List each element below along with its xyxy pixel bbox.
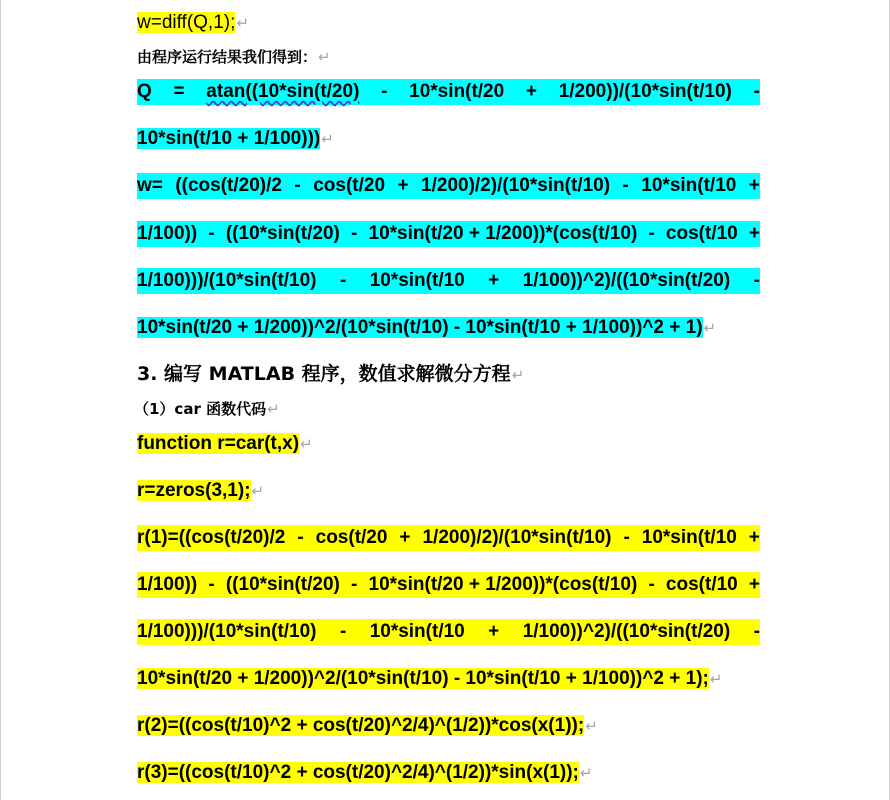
line-text: 10*sin(t/20 + 1/200))^2/(10*sin(t/10) - 10*sin(t/10 + 1/100))^2 + 1); (137, 668, 709, 689)
paragraph-mark-icon: ↵ (585, 718, 598, 735)
paragraph-mark-icon: ↵ (251, 483, 265, 500)
token: cos(t/20 (315, 527, 388, 548)
line-text: r=zeros(3,1); (137, 480, 251, 501)
token: 1/100))^2)/((10*sin(t/20) (522, 270, 731, 291)
token: - (297, 527, 304, 548)
paragraph-mark-icon: ↵ (321, 131, 334, 148)
token: - (623, 527, 630, 548)
r1-expression-line-4 (137, 666, 722, 692)
w-expression-line-2 (137, 221, 760, 247)
line-text: 由程序运行结果我们得到： (137, 48, 318, 66)
token: - (648, 574, 655, 595)
token: - (381, 81, 388, 102)
token: + (748, 175, 760, 196)
paragraph-mark-icon: ↵ (236, 15, 249, 32)
token: 1/100)) (137, 223, 198, 244)
token: + (488, 621, 500, 642)
token: 1/200)/2)/(10*sin(t/10) (421, 175, 611, 196)
page-left-edge (0, 0, 1, 800)
line-text: 3. 编写 MATLAB 程序，数值求解微分方程 (137, 363, 511, 385)
token: - (351, 574, 358, 595)
r3-expression-line (137, 760, 592, 786)
token: ((10*sin(t/20) (225, 223, 340, 244)
token: - (753, 621, 760, 642)
paragraph-mark-icon: ↵ (267, 400, 280, 418)
zeros-line (137, 478, 264, 504)
token: - (339, 270, 347, 291)
subsection-heading (134, 396, 280, 422)
token: + (525, 81, 537, 102)
line-text: （1）car 函数代码 (134, 400, 267, 418)
token: 1/200))/(10*sin(t/10) (558, 81, 732, 102)
token: - (622, 175, 629, 196)
r2-expression-line (137, 713, 598, 739)
token: - (339, 621, 347, 642)
q-expression-line-1 (137, 79, 760, 105)
token: 10*sin(t/20 (409, 81, 505, 102)
token: 10*sin(t/10 (369, 621, 465, 642)
w-expression-line-4 (137, 315, 716, 341)
paragraph-mark-icon: ↵ (511, 366, 525, 384)
token: + (748, 527, 760, 548)
token: + (399, 527, 411, 548)
w-expression-line-3 (137, 268, 760, 294)
line-text: w=diff(Q,1); (137, 12, 236, 33)
token: 10*sin(t/20 + 1/200))*(cos(t/10) (368, 574, 638, 595)
line-text: 10*sin(t/20 + 1/200))^2/(10*sin(t/10) - 10*sin(t/10 + 1/100))^2 + 1) (137, 317, 703, 338)
paragraph-mark-icon: ↵ (579, 765, 593, 782)
r1-expression-line-3 (137, 619, 760, 645)
token: - (208, 574, 215, 595)
token: - (351, 223, 358, 244)
r1-expression-line-1 (137, 525, 760, 551)
line-text: 10*sin(t/10 + 1/100))) (137, 128, 321, 149)
token: 1/100))^2)/((10*sin(t/20) (522, 621, 731, 642)
token: - (208, 223, 215, 244)
token: + (488, 270, 500, 291)
token: 10*sin(t/10 (369, 270, 465, 291)
token: cos(t/10 (665, 223, 738, 244)
token: 10*sin(t/10 (641, 175, 737, 196)
token: - (648, 223, 655, 244)
paragraph-mark-icon: ↵ (300, 436, 313, 453)
token: - (753, 81, 760, 102)
token: 10*sin(t/10 (641, 527, 737, 548)
token: 1/100)))/(10*sin(t/10) (137, 270, 317, 291)
code-line-w-diff (137, 10, 249, 36)
token: + (748, 223, 760, 244)
token: 10*sin(t/20 + 1/200))*(cos(t/10) (368, 223, 638, 244)
result-intro-text (137, 44, 331, 70)
function-signature-line (137, 431, 313, 457)
token: - (294, 175, 301, 196)
line-text: function r=car(t,x) (137, 433, 300, 454)
paragraph-mark-icon: ↵ (703, 320, 717, 337)
paragraph-mark-icon: ↵ (318, 48, 331, 66)
section-heading (137, 361, 524, 387)
line-text: r(3)=((cos(t/10)^2 + cos(t/20)^2/4)^(1/2))*sin(x(1)); (137, 762, 579, 783)
line-text: r(2)=((cos(t/10)^2 + cos(t/20)^2/4)^(1/2))*cos(x(1)); (137, 715, 585, 736)
token: cos(t/10 (665, 574, 738, 595)
token: + (397, 175, 409, 196)
token: 1/100)) (137, 574, 198, 595)
token: 1/100)))/(10*sin(t/10) (137, 621, 317, 642)
token: ((cos(t/20)/2 (175, 175, 282, 196)
token: w= (137, 175, 163, 196)
token: 1/200)/2)/(10*sin(t/10) (422, 527, 612, 548)
q-expression-line-2 (137, 126, 334, 152)
w-expression-line-1 (137, 173, 760, 199)
token: r(1)=((cos(t/20)/2 (137, 527, 286, 548)
token: + (748, 574, 760, 595)
token: - (753, 270, 760, 291)
token: atan((10*sin(t/20) (206, 81, 360, 102)
token: cos(t/20 (313, 175, 386, 196)
r1-expression-line-2 (137, 572, 760, 598)
token: ((10*sin(t/20) (225, 574, 340, 595)
token: = (173, 81, 185, 102)
token: Q (137, 81, 152, 102)
paragraph-mark-icon: ↵ (709, 671, 723, 688)
